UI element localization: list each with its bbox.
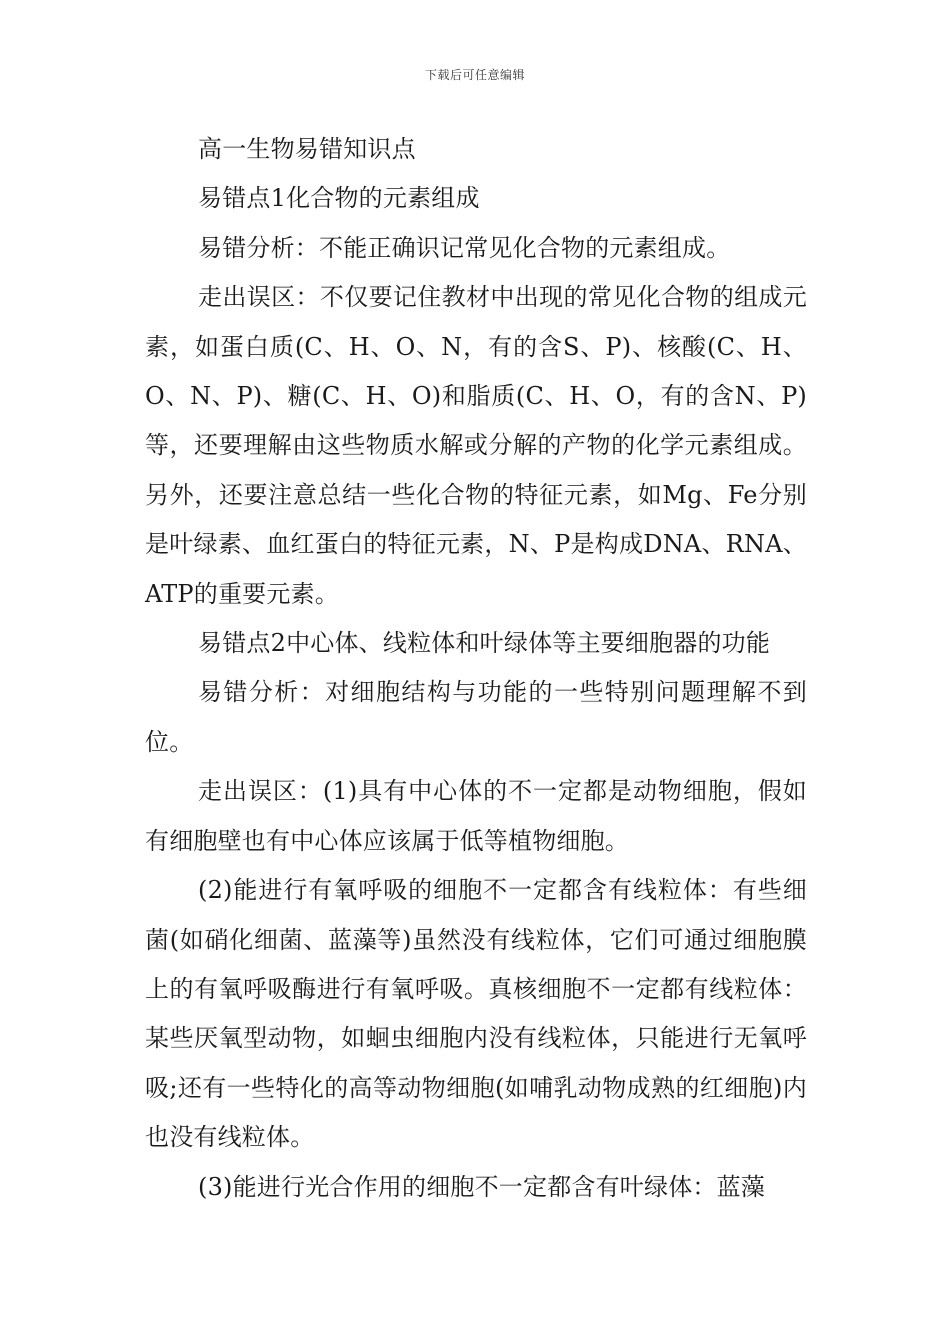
misconception-clarification-2: 走出误区：(1)具有中心体的不一定都是动物细胞，假如有细胞壁也有中心体应该属于低等植物细胞。	[145, 777, 807, 855]
point-3-paragraph: (3)能进行光合作用的细胞不一定都含有叶绿体：蓝藻	[198, 1172, 765, 1201]
misconception-clarification-1: 走出误区：不仅要记住教材中出现的常见化合物的组成元素，如蛋白质(C、H、O、N，有的含S、P)、核酸(C、H、O、N、P)、糖(C、H、O)和脂质(C、H、O，有的含N、P)等，还要理解由这些物质水解或分解的产物的化学元素组成。另外，还要注意总结一些化合物的特征元素，如Mg、Fe分别是叶绿素、血红蛋白的特征元素，N、P是构成DNA、RNA、ATP的重要元素。	[145, 283, 807, 608]
error-analysis-1: 易错分析：不能正确识记常见化合物的元素组成。	[198, 233, 731, 262]
error-analysis-2: 易错分析：对细胞结构与功能的一些特别问题理解不到位。	[145, 678, 807, 756]
point-2-paragraph: (2)能进行有氧呼吸的细胞不一定都含有线粒体：有些细菌(如硝化细菌、蓝藻等)虽然没有线粒体，它们可通过细胞膜上的有氧呼吸酶进行有氧呼吸。真核细胞不一定都有线粒体：某些厌氧型动物，如蛔虫细胞内没有线粒体，只能进行无氧呼吸;还有一些特化的高等动物细胞(如哺乳动物成熟的红细胞)内也没有线粒体。	[145, 876, 807, 1152]
section-heading-2: 易错点2中心体、线粒体和叶绿体等主要细胞器的功能	[198, 629, 771, 658]
section-heading-1: 易错点1化合物的元素组成	[198, 184, 480, 213]
header-note: 下载后可任意编辑	[424, 68, 525, 82]
document-body	[145, 125, 807, 1212]
document-title: 高一生物易错知识点	[198, 135, 416, 163]
